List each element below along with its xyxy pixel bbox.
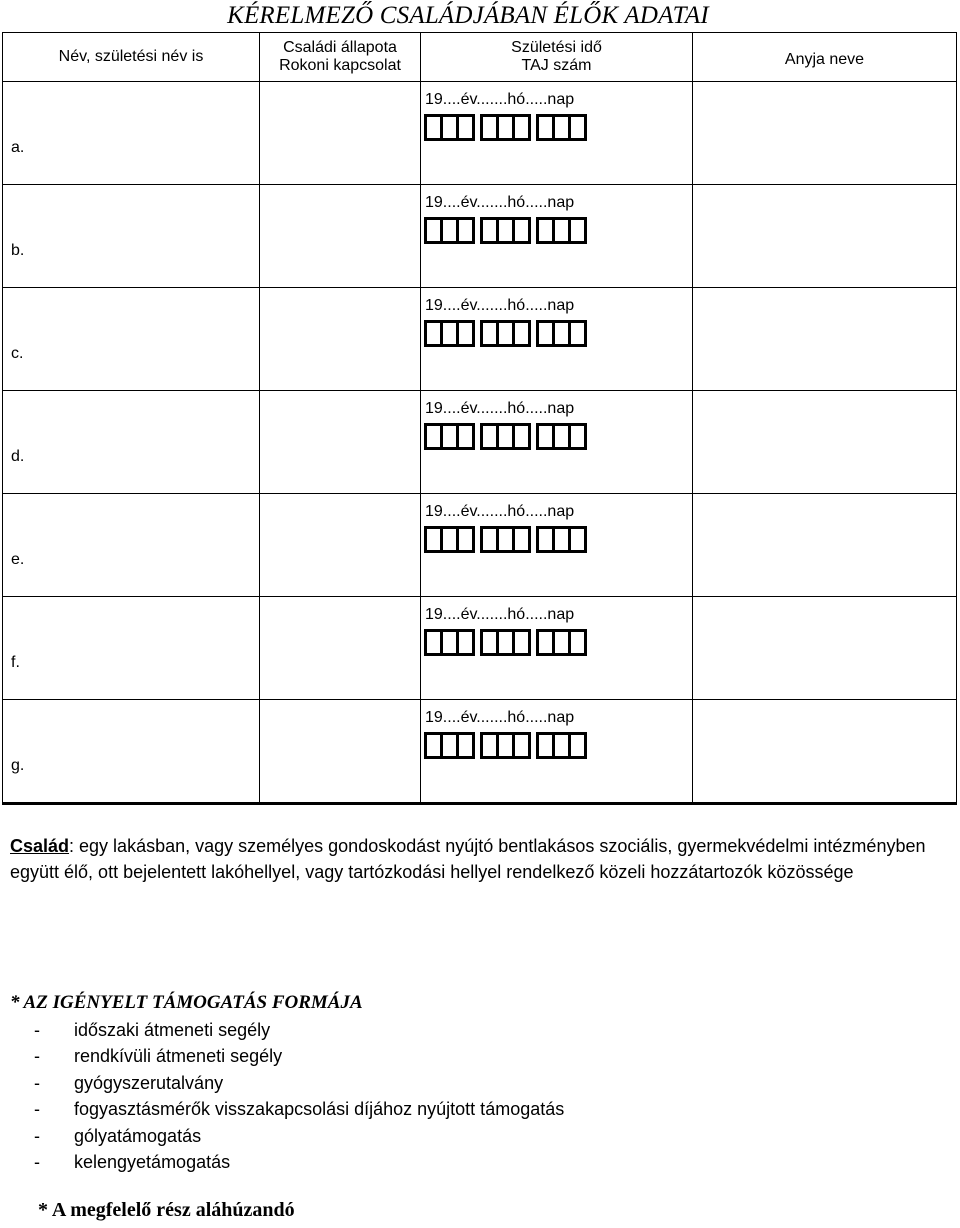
header-birth: Születési idő TAJ szám <box>421 33 693 82</box>
status-cell[interactable] <box>260 700 421 804</box>
birth-date-template[interactable]: 19....év.......hó.....nap <box>425 297 575 314</box>
support-option[interactable] <box>10 1017 564 1044</box>
member-row <box>3 288 957 391</box>
birth-cell <box>421 391 693 494</box>
form-title: KÉRELMEZŐ CSALÁDJÁBAN ÉLŐK ADATAI <box>227 2 709 29</box>
taj-number-boxes <box>424 320 584 347</box>
member-row <box>3 597 957 700</box>
taj-number-boxes <box>424 114 584 141</box>
taj-digit-box[interactable] <box>512 423 531 450</box>
mother-name-cell[interactable] <box>693 82 957 185</box>
member-row <box>3 700 957 804</box>
birth-date-template[interactable]: 19....év.......hó.....nap <box>425 503 575 520</box>
support-option[interactable] <box>10 1070 564 1097</box>
mother-name-cell[interactable] <box>693 494 957 597</box>
list-dash: - <box>34 1072 40 1093</box>
taj-digit-box[interactable] <box>456 629 475 656</box>
member-row <box>3 185 957 288</box>
taj-digit-box[interactable] <box>568 732 587 759</box>
member-row <box>3 391 957 494</box>
support-option-label: fogyasztásmérők visszakapcsolási díjához nyújtott támogatás <box>74 1099 565 1119</box>
table-header <box>3 33 957 82</box>
taj-digit-box[interactable] <box>456 526 475 553</box>
taj-digit-box[interactable] <box>568 423 587 450</box>
birth-date-template[interactable]: 19....év.......hó.....nap <box>425 606 575 623</box>
support-option[interactable] <box>10 1149 564 1176</box>
list-dash: - <box>34 1046 40 1066</box>
birth-cell <box>421 288 693 391</box>
family-members-table <box>2 32 957 805</box>
support-option-label: időszaki átmeneti segély <box>74 1019 271 1040</box>
name-cell[interactable] <box>3 700 260 804</box>
row-letter: g. <box>11 757 25 774</box>
status-cell[interactable] <box>260 597 421 700</box>
row-letter: c. <box>11 345 24 362</box>
taj-digit-box[interactable] <box>512 320 531 347</box>
birth-cell <box>421 185 693 288</box>
support-option-label: gyógyszerutalvány <box>74 1072 224 1093</box>
birth-date-template[interactable]: 19....év.......hó.....nap <box>425 709 575 726</box>
taj-number-boxes <box>424 526 584 553</box>
list-dash: - <box>34 1152 40 1172</box>
status-cell[interactable] <box>260 185 421 288</box>
header-mother: Anyja neve <box>693 33 957 82</box>
support-option-label: rendkívüli átmeneti segély <box>74 1046 283 1066</box>
list-dash: - <box>34 1125 40 1146</box>
support-option-label: kelengyetámogatás <box>74 1152 231 1172</box>
taj-digit-box[interactable] <box>568 320 587 347</box>
taj-digit-box[interactable] <box>568 217 587 244</box>
status-cell[interactable] <box>260 391 421 494</box>
taj-digit-box[interactable] <box>512 526 531 553</box>
support-options <box>10 990 564 1176</box>
birth-cell <box>421 494 693 597</box>
status-cell[interactable] <box>260 288 421 391</box>
support-option[interactable] <box>10 1123 564 1150</box>
name-cell[interactable] <box>3 391 260 494</box>
taj-digit-box[interactable] <box>512 629 531 656</box>
list-dash: - <box>34 1099 40 1119</box>
birth-cell <box>421 700 693 804</box>
support-option-label: gólyatámogatás <box>74 1125 202 1146</box>
support-option[interactable] <box>10 1043 564 1070</box>
mother-name-cell[interactable] <box>693 700 957 804</box>
taj-digit-box[interactable] <box>456 217 475 244</box>
name-cell[interactable] <box>3 82 260 185</box>
taj-digit-box[interactable] <box>568 114 587 141</box>
row-letter: f. <box>11 654 20 671</box>
taj-digit-box[interactable] <box>512 114 531 141</box>
name-cell[interactable] <box>3 288 260 391</box>
list-dash: - <box>34 1019 40 1040</box>
name-cell[interactable] <box>3 597 260 700</box>
taj-digit-box[interactable] <box>568 526 587 553</box>
support-option[interactable] <box>10 1096 564 1123</box>
status-cell[interactable] <box>260 82 421 185</box>
name-cell[interactable] <box>3 494 260 597</box>
footer-note: * A megfelelő rész aláhúzandó <box>38 1199 295 1221</box>
birth-date-template[interactable]: 19....év.......hó.....nap <box>425 194 575 211</box>
row-letter: b. <box>11 242 25 259</box>
birth-cell <box>421 597 693 700</box>
taj-digit-box[interactable] <box>456 320 475 347</box>
taj-number-boxes <box>424 629 584 656</box>
mother-name-cell[interactable] <box>693 391 957 494</box>
header-name: Név, születési név is <box>3 33 260 82</box>
taj-digit-box[interactable] <box>456 732 475 759</box>
mother-name-cell[interactable] <box>693 288 957 391</box>
status-cell[interactable] <box>260 494 421 597</box>
row-letter: d. <box>11 448 25 465</box>
taj-digit-box[interactable] <box>512 217 531 244</box>
taj-number-boxes <box>424 217 584 244</box>
birth-date-template[interactable]: 19....év.......hó.....nap <box>425 400 575 417</box>
support-heading: * AZ IGÉNYELT TÁMOGATÁS FORMÁJA <box>10 992 363 1013</box>
member-row <box>3 82 957 185</box>
row-letter: a. <box>11 139 25 156</box>
taj-digit-box[interactable] <box>512 732 531 759</box>
mother-name-cell[interactable] <box>693 185 957 288</box>
mother-name-cell[interactable] <box>693 597 957 700</box>
taj-digit-box[interactable] <box>456 423 475 450</box>
taj-digit-box[interactable] <box>456 114 475 141</box>
birth-date-template[interactable]: 19....év.......hó.....nap <box>425 91 575 108</box>
header-status: Családi állapota Rokoni kapcsolat <box>260 33 421 82</box>
birth-cell <box>421 82 693 185</box>
family-definition: Család: egy lakásban, vagy személyes gondoskodást nyújtó bentlakásos szociális, gyermekvédelmi intézményben együtt élő, ott bejelentett lakóhellyel, vagy tartózkodási hellyel rendelkező közeli hozzátartozók közössége <box>10 836 926 882</box>
row-letter: e. <box>11 551 25 568</box>
taj-number-boxes <box>424 732 584 759</box>
taj-digit-box[interactable] <box>568 629 587 656</box>
taj-number-boxes <box>424 423 584 450</box>
name-cell[interactable] <box>3 185 260 288</box>
member-row <box>3 494 957 597</box>
